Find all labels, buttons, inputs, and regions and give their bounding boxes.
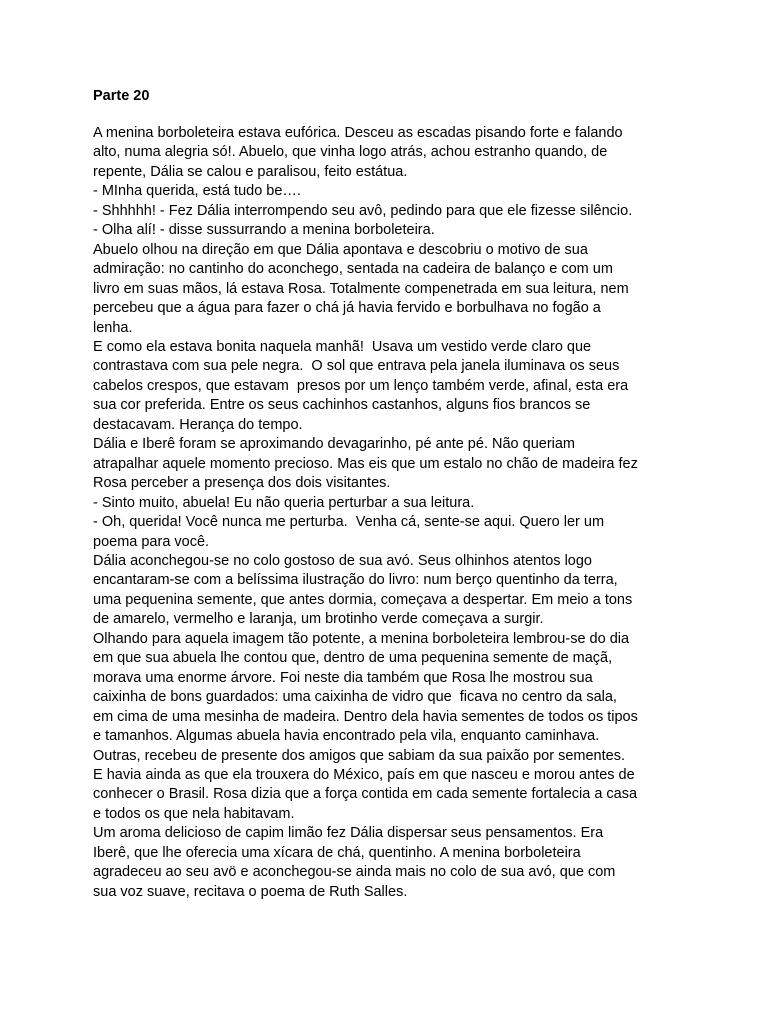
text-line: destacavam. Herança do tempo.: [93, 416, 303, 433]
text-line: conhecer o Brasil. Rosa dizia que a força contida em cada semente fortalecia a casa: [93, 786, 638, 803]
text-line: - Sinto muito, abuela! Eu não queria perturbar a sua leitura.: [93, 494, 475, 511]
text-line: e todos os que nela habitavam.: [93, 805, 295, 822]
text-line: em que sua abuela lhe contou que, dentro de uma pequenina semente de maçã,: [93, 650, 613, 667]
text-line: agradeceu ao seu avö e aconchegou-se ainda mais no colo de sua avó, que com: [93, 864, 616, 881]
text-line: em cima de uma mesinha de madeira. Dentro dela havia sementes de todos os tipos: [93, 708, 638, 725]
text-line: Um aroma delicioso de capim limão fez Dália dispersar seus pensamentos. Era: [93, 825, 604, 842]
text-line: Dália e Iberê foram se aproximando devagarinho, pé ante pé. Não queriam: [93, 436, 576, 453]
text-line: atrapalhar aquele momento precioso. Mas eis que um estalo no chão de madeira fez: [93, 455, 638, 472]
text-line: Abuelo olhou na direção em que Dália apontava e descobriu o motivo de sua: [93, 241, 588, 258]
text-line: uma pequenina semente, que antes dormia, começava a despertar. Em meio a tons: [93, 591, 633, 608]
text-line: de amarelo, vermelho e laranja, um brotinho verde começava a surgir.: [93, 611, 544, 628]
text-line: encantaram-se com a belíssima ilustração do livro: num berço quentinho da terra,: [93, 572, 618, 589]
text-line: A menina borboleteira estava eufórica. Desceu as escadas pisando forte e falando: [93, 125, 623, 141]
text-line: sua voz suave, recitava o poema de Ruth Salles.: [93, 883, 408, 900]
text-line: Outras, recebeu de presente dos amigos que sabiam da sua paixão por sementes.: [93, 747, 625, 764]
text-line: - Oh, querida! Você nunca me perturba. Venha cá, sente-se aqui. Quero ler um: [93, 514, 605, 531]
text-line: Olhando para aquela imagem tão potente, a menina borboleteira lembrou-se do dia: [93, 630, 630, 647]
text-line: alto, numa alegria só!. Abuelo, que vinha logo atrás, achou estranho quando, de: [93, 144, 608, 161]
text-line: Iberê, que lhe oferecia uma xícara de chá, quentinho. A menina borboleteira: [93, 844, 581, 861]
text-line: e tamanhos. Algumas abuela havia encontrado pela vila, enquanto caminhava.: [93, 728, 600, 745]
text-line: - Olha alí! - disse sussurrando a menina borboleteira.: [93, 222, 435, 239]
text-line: cabelos crespos, que estavam presos por um lenço também verde, afinal, esta era: [93, 377, 629, 394]
text-line: Rosa perceber a presença dos dois visitantes.: [93, 475, 391, 492]
text-line: caixinha de bons guardados: uma caixinha de vidro que ficava no centro da sala,: [93, 689, 617, 706]
text-line: E havia ainda as que ela trouxera do México, país em que nasceu e morou antes de: [93, 766, 635, 783]
text-line: - MInha querida, está tudo be….: [93, 183, 301, 200]
text-line: percebeu que a água para fazer o chá já havia fervido e borbulhava no fogão a: [93, 300, 601, 317]
text-line: sua cor preferida. Entre os seus cachinhos castanhos, alguns fios brancos se: [93, 397, 591, 414]
text-line: livro em suas mãos, lá estava Rosa. Totalmente compenetrada em sua leitura, nem: [93, 280, 629, 297]
text-line: admiração: no cantinho do aconchego, sentada na cadeira de balanço e com um: [93, 261, 613, 278]
text-line: contrastava com sua pele negra. O sol que entrava pela janela iluminava os seus: [93, 358, 620, 375]
text-line: E como ela estava bonita naquela manhã! Usava um vestido verde claro que: [93, 338, 592, 355]
text-line: - Shhhhh! - Fez Dália interrompendo seu avô, pedindo para que ele fizesse silêncio.: [93, 202, 633, 219]
story-text: [93, 124, 693, 902]
page-heading: Parte 20: [93, 88, 150, 104]
text-line: poema para você.: [93, 533, 210, 550]
text-line: morava uma enorme árvore. Foi neste dia também que Rosa lhe mostrou sua: [93, 669, 593, 686]
text-line: Dália aconchegou-se no colo gostoso de sua avó. Seus olhinhos atentos logo: [93, 552, 592, 569]
text-line: lenha.: [93, 319, 133, 336]
text-line: repente, Dália se calou e paralisou, feito estátua.: [93, 163, 408, 180]
